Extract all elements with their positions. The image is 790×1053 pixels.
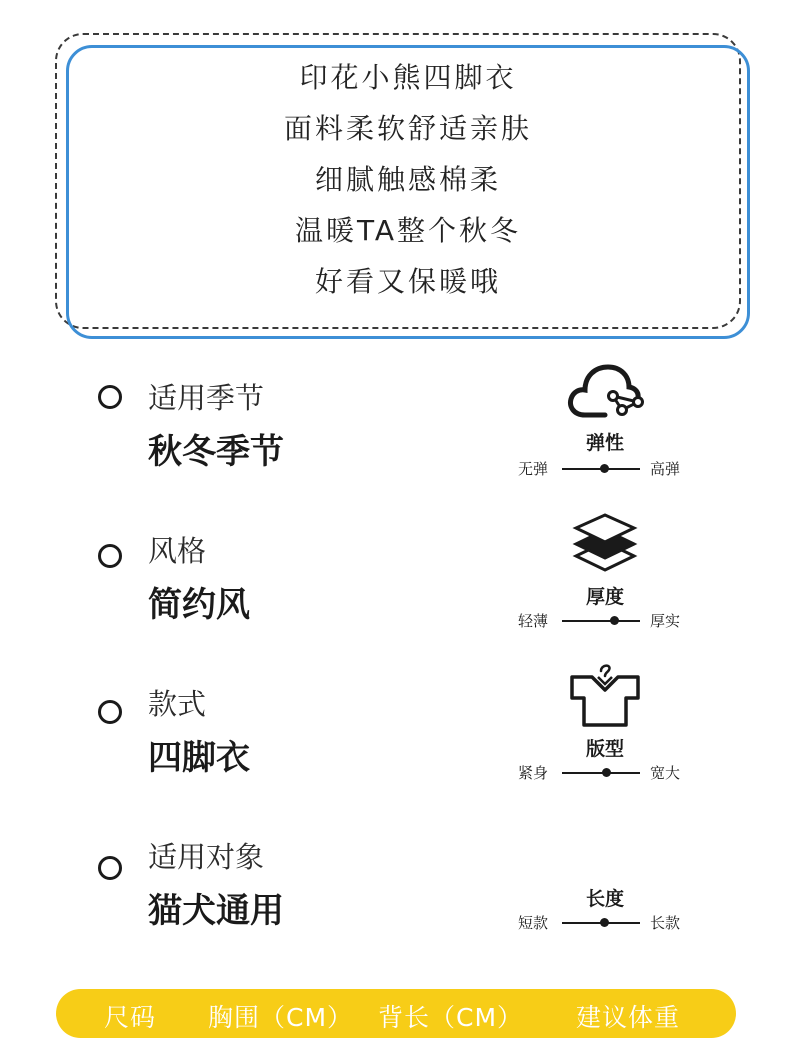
scale-low-label: 轻薄: [518, 612, 549, 630]
scale-line: [562, 620, 640, 622]
slogan-line: 印花小熊四脚衣: [299, 61, 517, 94]
shirt-hanger-icon: [568, 660, 642, 728]
scale-knob: [610, 616, 619, 625]
scale-high-label: 厚实: [650, 612, 681, 630]
weight-column-label: 建议体重: [576, 1003, 681, 1032]
scale-knob: [602, 768, 611, 777]
attribute-value: 简约风: [148, 585, 250, 625]
scale-low-label: 紧身: [518, 764, 549, 782]
scale-knob: [600, 918, 609, 927]
attribute-label: 风格: [148, 534, 207, 568]
property-title: 弹性: [585, 432, 624, 454]
layers-icon: [572, 512, 638, 576]
slogan-line: 好看又保暖哦: [314, 265, 501, 298]
bullet-circle-icon: [98, 700, 122, 724]
attribute-label: 款式: [148, 687, 207, 721]
chest-column-label: 胸围（CM）: [208, 1003, 354, 1032]
attribute-value: 猫犬通用: [148, 891, 284, 931]
slogan-line: 面料柔软舒适亲肤: [283, 112, 532, 145]
property-scale: [512, 458, 698, 478]
attribute-label: 适用对象: [148, 840, 265, 874]
scale-low-label: 短款: [518, 914, 549, 932]
bullet-circle-icon: [98, 856, 122, 880]
scale-high-label: 长款: [650, 914, 681, 932]
elastic-cloud-icon: [565, 362, 645, 422]
property-scale: [512, 610, 698, 630]
property-scale: [512, 762, 698, 782]
attribute-label: 适用季节: [148, 381, 265, 415]
scale-low-label: 无弹: [518, 460, 549, 478]
size-column-label: 尺码: [104, 1003, 157, 1032]
property-title: 长度: [585, 888, 624, 910]
scale-high-label: 宽大: [650, 764, 681, 782]
back-length-column-label: 背长（CM）: [378, 1003, 524, 1032]
scale-knob: [600, 464, 609, 473]
slogan-line: 温暖TA整个秋冬: [294, 214, 522, 247]
size-table-header: [56, 989, 736, 1038]
property-title: 版型: [585, 738, 624, 760]
bullet-circle-icon: [98, 385, 122, 409]
attribute-value: 秋冬季节: [148, 432, 284, 472]
attribute-value: 四脚衣: [148, 738, 250, 778]
property-scale: [512, 912, 698, 932]
slogan-line: 细腻触感棉柔: [314, 163, 501, 196]
property-title: 厚度: [585, 586, 624, 608]
bullet-circle-icon: [98, 544, 122, 568]
scale-high-label: 高弹: [650, 460, 681, 478]
